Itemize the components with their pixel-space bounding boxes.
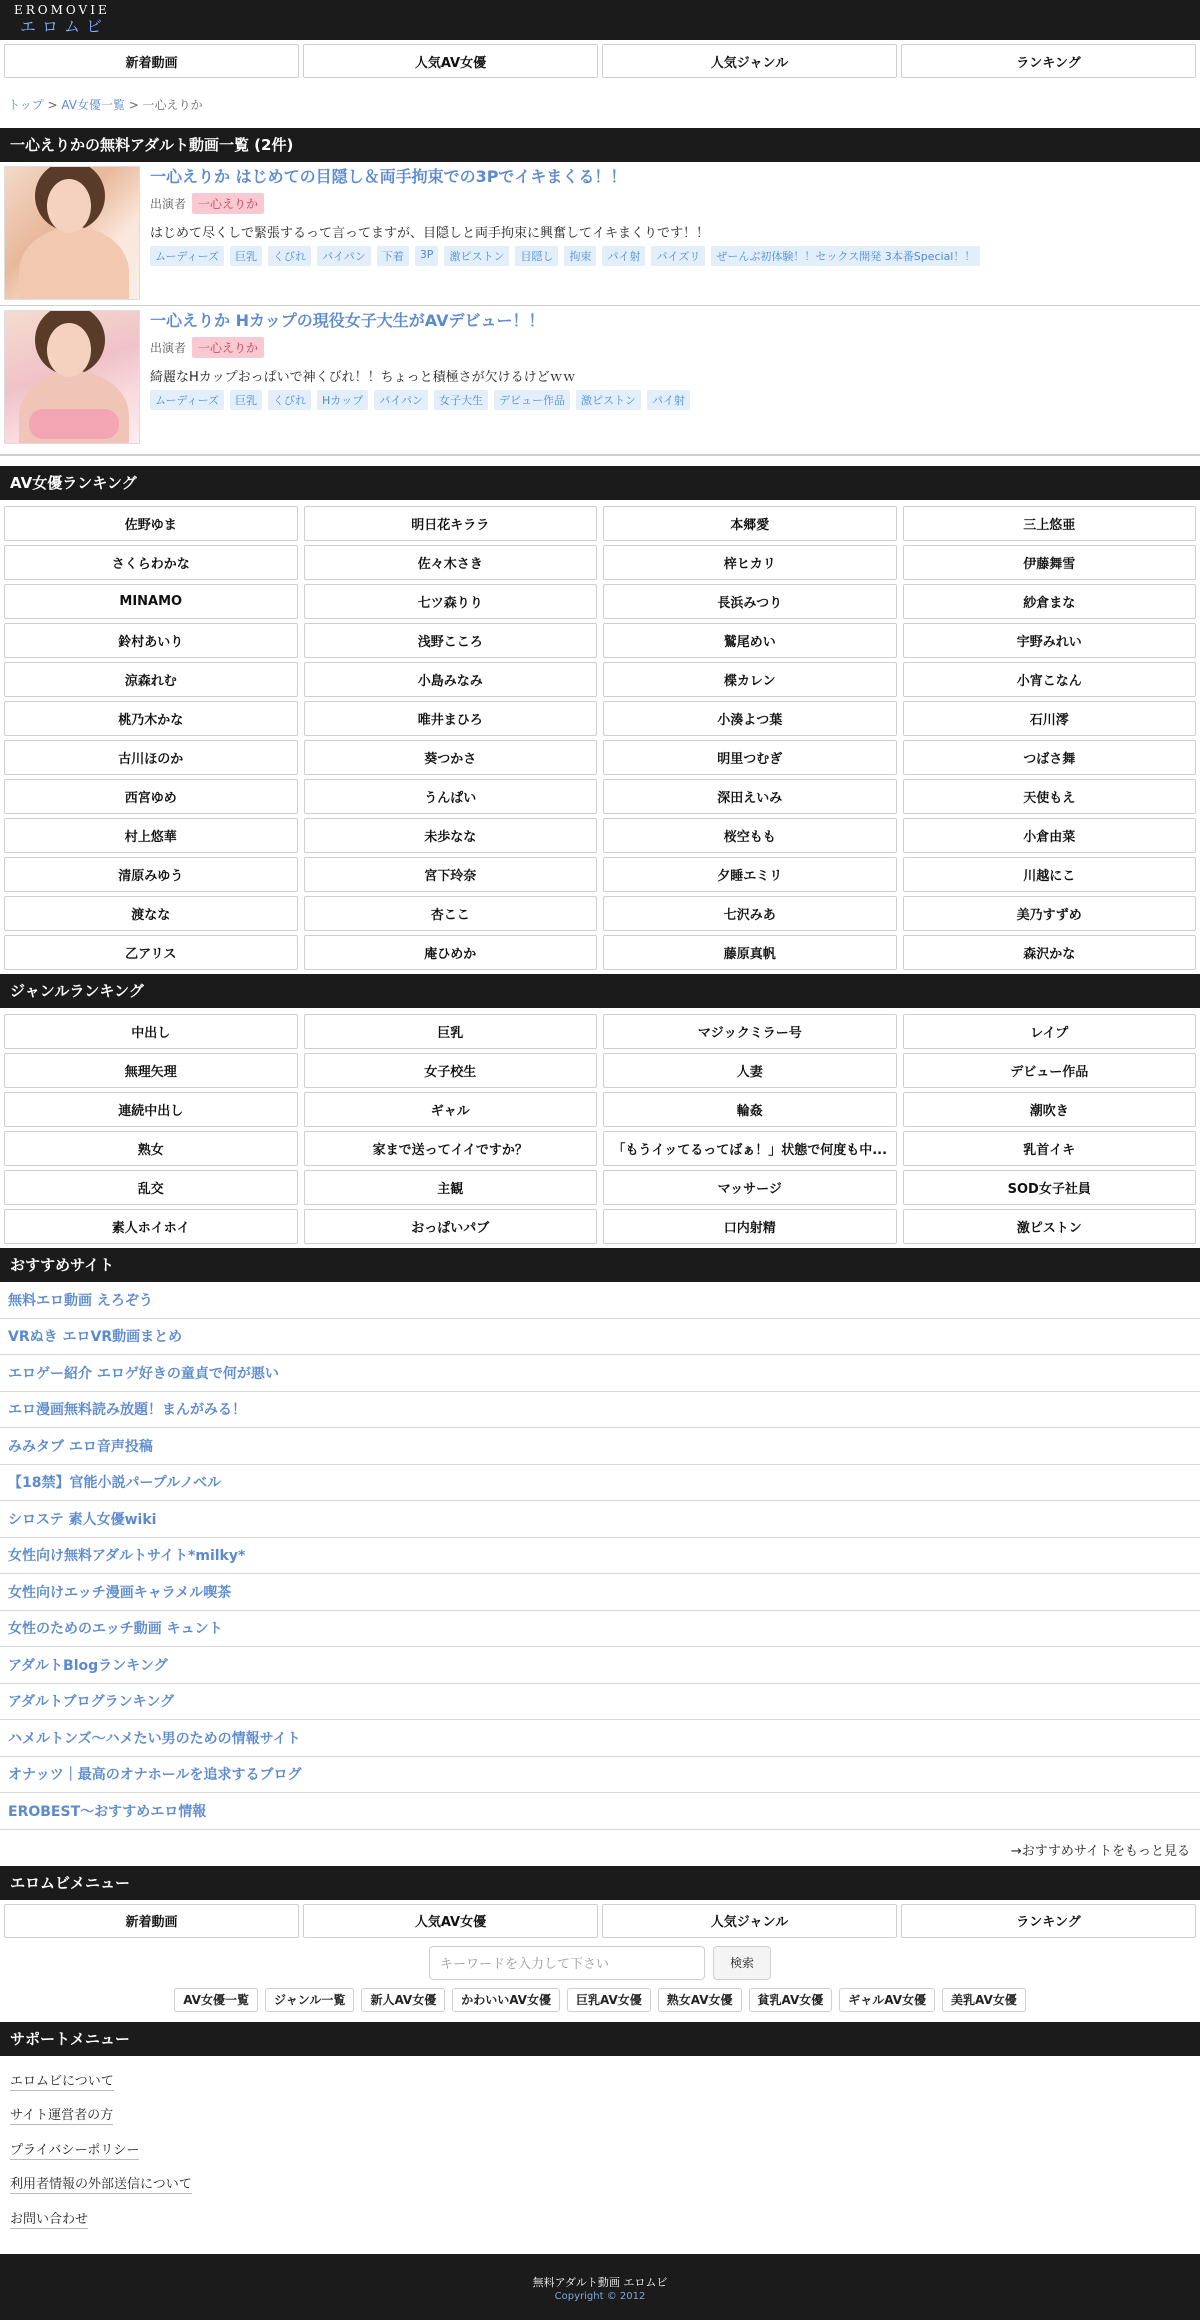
recommended-site-link[interactable]: エロ漫画無料読み放題！まんがみる！: [0, 1392, 1200, 1429]
genre-ranking-item[interactable]: 乱交: [4, 1170, 298, 1205]
video-tag[interactable]: くびれ: [268, 390, 311, 410]
genre-ranking-title: ジャンルランキング: [0, 974, 1200, 1008]
genre-ranking-item[interactable]: マッサージ: [603, 1170, 897, 1205]
recommended-site-link[interactable]: エロゲー紹介 エロゲ好きの童貞で何が悪い: [0, 1355, 1200, 1392]
video-thumbnail[interactable]: [4, 310, 140, 444]
menu-category-chip[interactable]: 熟女AV女優: [658, 1988, 742, 2012]
actress-ranking-item[interactable]: 唯井まひろ: [304, 701, 598, 736]
genre-ranking-item[interactable]: 激ピストン: [903, 1209, 1197, 1244]
actress-ranking-item[interactable]: 浅野こころ: [304, 623, 598, 658]
actress-ranking-title: AV女優ランキング: [0, 466, 1200, 500]
actress-ranking-item[interactable]: 美乃すずめ: [903, 896, 1197, 931]
site-menu-title: エロムビメニュー: [0, 1866, 1200, 1900]
actress-ranking-item[interactable]: 宇野みれい: [903, 623, 1197, 658]
recommended-site-link[interactable]: シロステ 素人女優wiki: [0, 1501, 1200, 1538]
video-tag[interactable]: ムーディーズ: [150, 246, 224, 266]
recommended-site-link[interactable]: VRぬき エロVR動画まとめ: [0, 1319, 1200, 1356]
actress-ranking-item[interactable]: 梓ヒカリ: [603, 545, 897, 580]
video-title-link[interactable]: 一心えりか Hカップの現役女子大生がAVデビュー！！: [150, 311, 545, 330]
actress-ranking-item[interactable]: 七沢みあ: [603, 896, 897, 931]
menu-category-chip[interactable]: ギャルAV女優: [839, 1988, 935, 2012]
actress-ranking-item[interactable]: 鈴村あいり: [4, 623, 298, 658]
actress-ranking-item[interactable]: 伊藤舞雪: [903, 545, 1197, 580]
genre-ranking-item[interactable]: 連続中出し: [4, 1092, 298, 1127]
performer-label: 出演者: [150, 196, 187, 211]
actress-ranking-item[interactable]: 明里つむぎ: [603, 740, 897, 775]
genre-ranking-item[interactable]: 素人ホイホイ: [4, 1209, 298, 1244]
actress-ranking-item[interactable]: 明日花キララ: [304, 506, 598, 541]
actress-ranking-item[interactable]: 小島みなみ: [304, 662, 598, 697]
actress-ranking-item[interactable]: 渡なな: [4, 896, 298, 931]
genre-ranking-item[interactable]: 人妻: [603, 1053, 897, 1088]
genre-ranking-grid: [0, 1008, 1200, 1248]
actress-ranking-item[interactable]: 小倉由菜: [903, 818, 1197, 853]
recommended-sites-title: おすすめサイト: [0, 1248, 1200, 1282]
video-tag[interactable]: パイ射: [602, 246, 645, 266]
site-footer: [0, 2254, 1200, 2320]
actress-ranking-item[interactable]: 佐々木さき: [304, 545, 598, 580]
actress-ranking-item[interactable]: 楪カレン: [603, 662, 897, 697]
breadcrumb-current: 一心えりか: [142, 98, 203, 112]
video-tag[interactable]: 巨乳: [230, 246, 262, 266]
actress-ranking-item[interactable]: さくらわかな: [4, 545, 298, 580]
actress-ranking-item[interactable]: 杏ここ: [304, 896, 598, 931]
genre-ranking-item[interactable]: 主観: [304, 1170, 598, 1205]
video-tags: [150, 246, 1190, 266]
actress-ranking-item[interactable]: 古川ほのか: [4, 740, 298, 775]
genre-ranking-item[interactable]: デビュー作品: [903, 1053, 1197, 1088]
top-nav: [0, 40, 1200, 82]
actress-ranking-item[interactable]: 深田えいみ: [603, 779, 897, 814]
search-input[interactable]: キーワードを入力して下さい: [429, 1946, 705, 1980]
actress-ranking-item[interactable]: 宮下玲奈: [304, 857, 598, 892]
video-title-link[interactable]: 一心えりか はじめての目隠し＆両手拘束での3Pでイキまくる！！: [150, 167, 627, 186]
actress-ranking-item[interactable]: 西宮ゆめ: [4, 779, 298, 814]
genre-ranking-item[interactable]: 乳首イキ: [903, 1131, 1197, 1166]
actress-ranking-item[interactable]: 葵つかさ: [304, 740, 598, 775]
video-tag[interactable]: 拘束: [564, 246, 596, 266]
video-tag[interactable]: 女子大生: [434, 390, 488, 410]
support-menu-link[interactable]: お問い合わせ: [10, 2208, 88, 2229]
video-tag[interactable]: 目隠し: [515, 246, 558, 266]
genre-ranking-item[interactable]: おっぱいパブ: [304, 1209, 598, 1244]
video-tag[interactable]: 激ピストン: [444, 246, 509, 266]
recommended-site-link[interactable]: 女性のためのエッチ動画 キュント: [0, 1611, 1200, 1648]
video-description: はじめて尽くしで緊張するって言ってますが、目隠しと両手拘束に興奮してイキまくりです！！: [150, 226, 710, 241]
nav-popular-actresses[interactable]: 人気AV女優: [303, 44, 598, 78]
menu-category-chip[interactable]: 新人AV女優: [361, 1988, 445, 2012]
recommended-site-link[interactable]: みみタブ エロ音声投稿: [0, 1428, 1200, 1465]
video-tag[interactable]: 3P: [415, 246, 439, 266]
performer-tag[interactable]: 一心えりか: [192, 337, 264, 358]
menu-nav-ranking[interactable]: ランキング: [901, 1904, 1196, 1938]
performer-tag[interactable]: 一心えりか: [192, 193, 264, 214]
menu-nav: [0, 1900, 1200, 1942]
video-description: 綺麗なHカップおっぱいで神くびれ！！ちょっと積極さが欠けるけどｗｗ: [150, 370, 576, 385]
actress-ranking-item[interactable]: 桃乃木かな: [4, 701, 298, 736]
videos-section-title: 一心えりかの無料アダルト動画一覧 (2件): [0, 128, 1200, 162]
genre-ranking-item[interactable]: ギャル: [304, 1092, 598, 1127]
recommended-site-link[interactable]: ハメルトンズ〜ハメたい男のための情報サイト: [0, 1720, 1200, 1757]
video-tag[interactable]: Hカップ: [317, 390, 368, 410]
breadcrumb-separator: >: [124, 98, 143, 112]
site-header: [0, 0, 1200, 40]
actress-ranking-item[interactable]: 天使もえ: [903, 779, 1197, 814]
actress-ranking-grid: [0, 500, 1200, 974]
video-tag[interactable]: パイズリ: [651, 246, 705, 266]
menu-category-chip[interactable]: かわいいAV女優: [452, 1988, 560, 2012]
footer-copyright: Copyright © 2012: [554, 2291, 646, 2302]
video-tag[interactable]: 巨乳: [230, 390, 262, 410]
support-menu-title: サポートメニュー: [0, 2022, 1200, 2056]
actress-ranking-item[interactable]: 長浜みつり: [603, 584, 897, 619]
menu-nav-popular-genres[interactable]: 人気ジャンル: [602, 1904, 897, 1938]
menu-category-chip[interactable]: 巨乳AV女優: [567, 1988, 651, 2012]
actress-ranking-item[interactable]: 未歩なな: [304, 818, 598, 853]
actress-ranking-item[interactable]: 石川澪: [903, 701, 1197, 736]
genre-ranking-item[interactable]: マジックミラー号: [603, 1014, 897, 1049]
support-menu-link[interactable]: プライバシーポリシー: [10, 2139, 139, 2160]
nav-popular-genres[interactable]: 人気ジャンル: [602, 44, 897, 78]
breadcrumb-actress-list[interactable]: AV女優一覧: [61, 98, 125, 112]
support-menu-link[interactable]: サイト運営者の方: [10, 2104, 113, 2125]
video-tag[interactable]: ぜーんぶ初体験！！セックス開発 3本番Special！！: [711, 246, 980, 266]
video-tag[interactable]: パイパン: [317, 246, 371, 266]
genre-ranking-item[interactable]: 中出し: [4, 1014, 298, 1049]
actress-ranking-item[interactable]: 桜空もも: [603, 818, 897, 853]
genre-ranking-item[interactable]: 潮吹き: [903, 1092, 1197, 1127]
support-menu-list: [0, 2056, 1200, 2282]
recommended-site-link[interactable]: アダルトBlogランキング: [0, 1647, 1200, 1684]
nav-ranking[interactable]: ランキング: [901, 44, 1196, 78]
video-item: [0, 306, 1200, 456]
genre-ranking-item[interactable]: 無理矢理: [4, 1053, 298, 1088]
actress-ranking-item[interactable]: MINAMO: [4, 584, 298, 619]
actress-ranking-item[interactable]: 夕睡エミリ: [603, 857, 897, 892]
video-tag[interactable]: 下着: [377, 246, 409, 266]
recommended-site-link[interactable]: 無料エロ動画 えろぞう: [0, 1282, 1200, 1319]
recommended-site-link[interactable]: 【18禁】官能小説パープルノベル: [0, 1465, 1200, 1502]
actress-ranking-item[interactable]: 川越にこ: [903, 857, 1197, 892]
logo-jp-text: エロムビ: [20, 17, 109, 36]
actress-ranking-item[interactable]: 小湊よつ葉: [603, 701, 897, 736]
recommended-site-link[interactable]: アダルトブログランキング: [0, 1684, 1200, 1721]
actress-ranking-item[interactable]: 乙アリス: [4, 935, 298, 970]
breadcrumb-top[interactable]: トップ: [8, 98, 44, 112]
genre-ranking-item[interactable]: 熟女: [4, 1131, 298, 1166]
actress-ranking-item[interactable]: 鷲尾めい: [603, 623, 897, 658]
recommended-site-link[interactable]: 女性向けエッチ漫画キャラメル喫茶: [0, 1574, 1200, 1611]
actress-ranking-item[interactable]: うんぱい: [304, 779, 598, 814]
genre-ranking-item[interactable]: 口内射精: [603, 1209, 897, 1244]
actress-ranking-item[interactable]: 森沢かな: [903, 935, 1197, 970]
footer-site-name: 無料アダルト動画 エロムビ: [532, 2276, 668, 2289]
recommended-sites-list: [0, 1282, 1200, 1830]
actress-ranking-item[interactable]: 村上悠華: [4, 818, 298, 853]
recommended-site-link[interactable]: 女性向け無料アダルトサイト*milky*: [0, 1538, 1200, 1575]
genre-ranking-item[interactable]: 輪姦: [603, 1092, 897, 1127]
support-menu-link[interactable]: 利用者情報の外部送信について: [10, 2173, 192, 2194]
video-tag[interactable]: ムーディーズ: [150, 390, 224, 410]
genre-ranking-item[interactable]: 「もうイッてるってばぁ！」状態で何度も中...: [603, 1131, 897, 1166]
actress-ranking-item[interactable]: つばさ舞: [903, 740, 1197, 775]
recommended-site-link[interactable]: オナッツ｜最高のオナホールを追求するブログ: [0, 1757, 1200, 1794]
actress-ranking-item[interactable]: 本郷愛: [603, 506, 897, 541]
actress-ranking-item[interactable]: 清原みゆう: [4, 857, 298, 892]
video-thumbnail[interactable]: [4, 166, 140, 300]
genre-ranking-item[interactable]: 巨乳: [304, 1014, 598, 1049]
video-tag[interactable]: くびれ: [268, 246, 311, 266]
search-form: [0, 1946, 1200, 1980]
support-menu-link[interactable]: エロムビについて: [10, 2070, 114, 2091]
genre-ranking-item[interactable]: レイプ: [903, 1014, 1197, 1049]
nav-new-videos[interactable]: 新着動画: [4, 44, 299, 78]
actress-ranking-item[interactable]: 紗倉まな: [903, 584, 1197, 619]
genre-ranking-item[interactable]: 家まで送ってイイですか？: [304, 1131, 598, 1166]
video-tag[interactable]: 激ピストン: [576, 390, 641, 410]
recommended-site-link[interactable]: EROBEST〜おすすめエロ情報: [0, 1793, 1200, 1830]
logo-en-text: EROMOVIE: [14, 3, 110, 17]
menu-category-chip[interactable]: ジャンル一覧: [265, 1988, 354, 2012]
actress-ranking-item[interactable]: 庵ひめか: [304, 935, 598, 970]
actress-ranking-item[interactable]: 小宵こなん: [903, 662, 1197, 697]
video-tag[interactable]: デビュー作品: [494, 390, 570, 410]
genre-ranking-item[interactable]: 女子校生: [304, 1053, 598, 1088]
menu-nav-new-videos[interactable]: 新着動画: [4, 1904, 299, 1938]
actress-ranking-item[interactable]: 佐野ゆま: [4, 506, 298, 541]
menu-category-chip[interactable]: 美乳AV女優: [942, 1988, 1026, 2012]
menu-nav-popular-actresses[interactable]: 人気AV女優: [303, 1904, 598, 1938]
site-logo[interactable]: [14, 3, 110, 37]
menu-category-chips: [0, 1988, 1200, 2012]
video-tag[interactable]: パイ射: [647, 390, 690, 410]
menu-category-chip[interactable]: 貧乳AV女優: [749, 1988, 833, 2012]
performer-label: 出演者: [150, 340, 187, 355]
search-button[interactable]: 検索: [713, 1946, 771, 1980]
actress-ranking-item[interactable]: 涼森れむ: [4, 662, 298, 697]
video-tag[interactable]: パイパン: [374, 390, 428, 410]
more-sites-link[interactable]: →おすすめサイトをもっと見る: [1010, 1843, 1190, 1859]
video-item: [0, 162, 1200, 306]
breadcrumb-separator: >: [43, 98, 62, 112]
menu-category-chip[interactable]: AV女優一覧: [174, 1988, 258, 2012]
actress-ranking-item[interactable]: 七ツ森りり: [304, 584, 598, 619]
breadcrumb: [0, 96, 1200, 116]
actress-ranking-item[interactable]: 藤原真帆: [603, 935, 897, 970]
genre-ranking-item[interactable]: SOD女子社員: [903, 1170, 1197, 1205]
video-tags: [150, 390, 1190, 410]
actress-ranking-item[interactable]: 三上悠亜: [903, 506, 1197, 541]
